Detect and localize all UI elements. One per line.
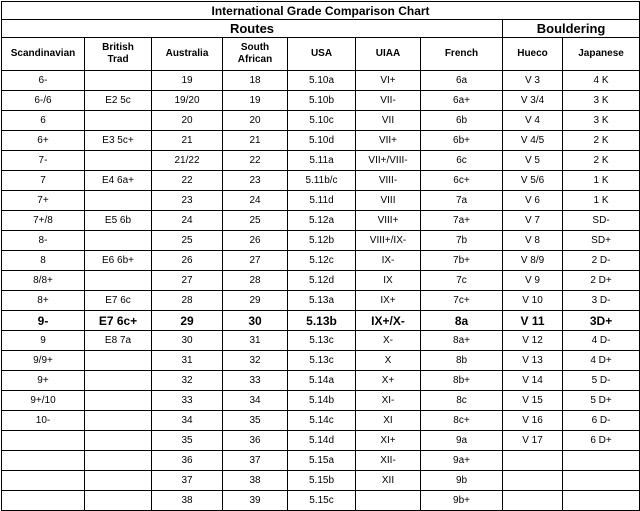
column-header-uiaa xyxy=(356,38,421,71)
grade-cell-uiaa: VII+/VIII- xyxy=(356,151,421,171)
grade-cell-hueco: V 10 xyxy=(503,291,563,311)
grade-cell-japanese xyxy=(563,451,640,471)
column-header-hueco xyxy=(503,38,563,71)
column-header-line1: British xyxy=(102,42,134,53)
grade-cell-australia: 26 xyxy=(152,251,223,271)
table-row xyxy=(2,411,640,431)
table-row xyxy=(2,391,640,411)
column-header-usa xyxy=(288,38,356,71)
grade-cell-british-trad xyxy=(85,111,152,131)
grade-cell-british-trad xyxy=(85,351,152,371)
grade-cell-south-african: 35 xyxy=(223,411,288,431)
grade-rows xyxy=(2,71,640,511)
grade-cell-french: 7a+ xyxy=(421,211,503,231)
grade-cell-japanese: SD- xyxy=(563,211,640,231)
grade-cell-scandinavian xyxy=(2,491,85,511)
grade-cell-uiaa: VIII xyxy=(356,191,421,211)
grade-cell-uiaa: X xyxy=(356,351,421,371)
grade-cell-uiaa: VII+ xyxy=(356,131,421,151)
grade-cell-japanese: 5 D+ xyxy=(563,391,640,411)
grade-cell-british-trad xyxy=(85,471,152,491)
grade-cell-usa: 5.10d xyxy=(288,131,356,151)
grade-cell-south-african: 27 xyxy=(223,251,288,271)
grade-cell-usa: 5.14a xyxy=(288,371,356,391)
chart-title: International Grade Comparison Chart xyxy=(2,2,640,20)
grade-cell-uiaa: IX+ xyxy=(356,291,421,311)
grade-cell-hueco: V 9 xyxy=(503,271,563,291)
grade-cell-south-african: 31 xyxy=(223,331,288,351)
grade-cell-british-trad: E6 6b+ xyxy=(85,251,152,271)
grade-cell-scandinavian: 9- xyxy=(2,311,85,331)
grade-cell-japanese: 6 D- xyxy=(563,411,640,431)
grade-cell-french: 8c+ xyxy=(421,411,503,431)
grade-cell-hueco xyxy=(503,471,563,491)
grade-cell-hueco: V 14 xyxy=(503,371,563,391)
grade-cell-french: 6c xyxy=(421,151,503,171)
grade-cell-scandinavian: 6-/6 xyxy=(2,91,85,111)
grade-cell-french: 6a+ xyxy=(421,91,503,111)
grade-cell-japanese xyxy=(563,491,640,511)
table-row xyxy=(2,151,640,171)
grade-cell-french: 9b xyxy=(421,471,503,491)
grade-cell-australia: 31 xyxy=(152,351,223,371)
grade-cell-uiaa: VIII+ xyxy=(356,211,421,231)
grade-cell-british-trad: E8 7a xyxy=(85,331,152,351)
column-header-japanese xyxy=(563,38,640,71)
grade-cell-australia: 35 xyxy=(152,431,223,451)
column-header-line1: Australia xyxy=(165,48,209,59)
grade-cell-south-african: 18 xyxy=(223,71,288,91)
grade-cell-uiaa: XI+ xyxy=(356,431,421,451)
grade-cell-south-african: 36 xyxy=(223,431,288,451)
column-header-row xyxy=(2,38,640,71)
grade-cell-south-african: 26 xyxy=(223,231,288,251)
grade-cell-hueco: V 8/9 xyxy=(503,251,563,271)
table-row xyxy=(2,451,640,471)
grade-cell-french: 8a+ xyxy=(421,331,503,351)
table-row xyxy=(2,311,640,331)
grade-cell-south-african: 24 xyxy=(223,191,288,211)
column-header-british-trad xyxy=(85,38,152,71)
grade-cell-usa: 5.12a xyxy=(288,211,356,231)
grade-cell-scandinavian: 8- xyxy=(2,231,85,251)
grade-cell-south-african: 25 xyxy=(223,211,288,231)
table-row xyxy=(2,491,640,511)
grade-cell-south-african: 38 xyxy=(223,471,288,491)
grade-cell-hueco: V 16 xyxy=(503,411,563,431)
grade-cell-french: 6b xyxy=(421,111,503,131)
grade-cell-south-african: 19 xyxy=(223,91,288,111)
grade-cell-scandinavian xyxy=(2,471,85,491)
grade-cell-hueco: V 12 xyxy=(503,331,563,351)
grade-cell-hueco: V 15 xyxy=(503,391,563,411)
grade-cell-japanese: 5 D- xyxy=(563,371,640,391)
table-row xyxy=(2,251,640,271)
grade-cell-australia: 37 xyxy=(152,471,223,491)
grade-cell-british-trad xyxy=(85,491,152,511)
grade-cell-usa: 5.14b xyxy=(288,391,356,411)
grade-cell-usa: 5.13c xyxy=(288,331,356,351)
grade-cell-south-african: 33 xyxy=(223,371,288,391)
table-row xyxy=(2,71,640,91)
grade-cell-hueco: V 5/6 xyxy=(503,171,563,191)
grade-cell-japanese xyxy=(563,471,640,491)
grade-cell-uiaa: IX- xyxy=(356,251,421,271)
grade-cell-australia: 30 xyxy=(152,331,223,351)
grade-cell-british-trad xyxy=(85,411,152,431)
grade-cell-japanese: 3 K xyxy=(563,91,640,111)
grade-cell-uiaa: XII- xyxy=(356,451,421,471)
column-header-scandinavian xyxy=(2,38,85,71)
grade-cell-south-african: 28 xyxy=(223,271,288,291)
grade-cell-hueco: V 13 xyxy=(503,351,563,371)
grade-cell-usa: 5.12b xyxy=(288,231,356,251)
grade-cell-south-african: 22 xyxy=(223,151,288,171)
grade-cell-scandinavian: 9+ xyxy=(2,371,85,391)
grade-cell-usa: 5.13c xyxy=(288,351,356,371)
grade-cell-japanese: 1 K xyxy=(563,171,640,191)
grade-cell-japanese: 2 K xyxy=(563,151,640,171)
grade-cell-australia: 32 xyxy=(152,371,223,391)
grade-cell-scandinavian: 6 xyxy=(2,111,85,131)
grade-cell-british-trad xyxy=(85,371,152,391)
grade-cell-australia: 28 xyxy=(152,291,223,311)
grade-cell-british-trad: E7 6c+ xyxy=(85,311,152,331)
grade-cell-british-trad: E2 5c xyxy=(85,91,152,111)
grade-cell-australia: 22 xyxy=(152,171,223,191)
grade-cell-hueco: V 3/4 xyxy=(503,91,563,111)
grade-cell-usa: 5.10b xyxy=(288,91,356,111)
grade-cell-french: 6c+ xyxy=(421,171,503,191)
grade-cell-british-trad: E4 6a+ xyxy=(85,171,152,191)
grade-cell-japanese: 3 D- xyxy=(563,291,640,311)
grade-cell-french: 7c xyxy=(421,271,503,291)
grade-cell-usa: 5.11a xyxy=(288,151,356,171)
column-header-line1: Japanese xyxy=(578,48,624,59)
grade-cell-french: 9a+ xyxy=(421,451,503,471)
grade-cell-french: 9a xyxy=(421,431,503,451)
grade-cell-australia: 27 xyxy=(152,271,223,291)
column-header-line2: African xyxy=(237,54,273,65)
grade-cell-uiaa: X- xyxy=(356,331,421,351)
grade-cell-uiaa: IX+/X- xyxy=(356,311,421,331)
grade-cell-japanese: SD+ xyxy=(563,231,640,251)
grade-cell-australia: 19 xyxy=(152,71,223,91)
grade-cell-british-trad xyxy=(85,231,152,251)
grade-cell-uiaa: VIII- xyxy=(356,171,421,191)
grade-cell-hueco: V 17 xyxy=(503,431,563,451)
column-header-line1: French xyxy=(444,48,479,59)
grade-cell-scandinavian: 7+/8 xyxy=(2,211,85,231)
grade-cell-uiaa: VII xyxy=(356,111,421,131)
grade-cell-australia: 36 xyxy=(152,451,223,471)
grade-cell-australia: 25 xyxy=(152,231,223,251)
grade-cell-british-trad xyxy=(85,71,152,91)
table-row xyxy=(2,471,640,491)
grade-cell-usa: 5.11b/c xyxy=(288,171,356,191)
grade-cell-australia: 19/20 xyxy=(152,91,223,111)
column-header-line1: South xyxy=(240,42,270,53)
grade-cell-japanese: 2 K xyxy=(563,131,640,151)
table-row xyxy=(2,351,640,371)
grade-cell-uiaa: XI xyxy=(356,411,421,431)
grade-cell-australia: 20 xyxy=(152,111,223,131)
grade-cell-british-trad xyxy=(85,191,152,211)
column-header-line1: Scandinavian xyxy=(10,48,76,59)
grade-cell-hueco: V 7 xyxy=(503,211,563,231)
table-row xyxy=(2,91,640,111)
grade-cell-japanese: 6 D+ xyxy=(563,431,640,451)
table-row xyxy=(2,331,640,351)
grade-cell-hueco: V 8 xyxy=(503,231,563,251)
grade-cell-scandinavian: 7+ xyxy=(2,191,85,211)
grade-cell-japanese: 2 D+ xyxy=(563,271,640,291)
grade-cell-south-african: 21 xyxy=(223,131,288,151)
grade-cell-british-trad xyxy=(85,431,152,451)
grade-cell-french: 7c+ xyxy=(421,291,503,311)
grade-cell-usa: 5.12d xyxy=(288,271,356,291)
bouldering-group-header: Bouldering xyxy=(503,20,640,38)
grade-cell-australia: 21 xyxy=(152,131,223,151)
table-row xyxy=(2,291,640,311)
grade-cell-scandinavian xyxy=(2,431,85,451)
grade-cell-uiaa: X+ xyxy=(356,371,421,391)
grade-cell-australia: 34 xyxy=(152,411,223,431)
grade-cell-uiaa xyxy=(356,491,421,511)
grade-cell-usa: 5.12c xyxy=(288,251,356,271)
grade-cell-french: 8a xyxy=(421,311,503,331)
grade-cell-scandinavian: 7- xyxy=(2,151,85,171)
grade-cell-french: 6a xyxy=(421,71,503,91)
grade-cell-british-trad xyxy=(85,271,152,291)
grade-cell-usa: 5.14c xyxy=(288,411,356,431)
grade-cell-australia: 24 xyxy=(152,211,223,231)
grade-comparison-table xyxy=(1,1,640,511)
grade-cell-south-african: 23 xyxy=(223,171,288,191)
column-header-south-african xyxy=(223,38,288,71)
table-row xyxy=(2,431,640,451)
column-header-australia xyxy=(152,38,223,71)
grade-cell-hueco: V 11 xyxy=(503,311,563,331)
grade-cell-british-trad xyxy=(85,151,152,171)
grade-cell-hueco xyxy=(503,451,563,471)
table-row xyxy=(2,111,640,131)
grade-cell-british-trad: E5 6b xyxy=(85,211,152,231)
grade-cell-hueco: V 3 xyxy=(503,71,563,91)
table-row xyxy=(2,171,640,191)
table-row xyxy=(2,271,640,291)
grade-cell-french: 8c xyxy=(421,391,503,411)
grade-cell-hueco: V 4/5 xyxy=(503,131,563,151)
grade-cell-scandinavian: 8/8+ xyxy=(2,271,85,291)
grade-cell-british-trad xyxy=(85,451,152,471)
grade-cell-british-trad: E7 6c xyxy=(85,291,152,311)
grade-cell-japanese: 4 D+ xyxy=(563,351,640,371)
grade-cell-usa: 5.15b xyxy=(288,471,356,491)
grade-cell-hueco xyxy=(503,491,563,511)
grade-cell-scandinavian: 6+ xyxy=(2,131,85,151)
grade-cell-japanese: 1 K xyxy=(563,191,640,211)
grade-cell-australia: 23 xyxy=(152,191,223,211)
grade-cell-british-trad xyxy=(85,391,152,411)
grade-cell-usa: 5.15a xyxy=(288,451,356,471)
grade-cell-south-african: 37 xyxy=(223,451,288,471)
grade-cell-usa: 5.15c xyxy=(288,491,356,511)
grade-cell-uiaa: XII xyxy=(356,471,421,491)
grade-cell-usa: 5.10c xyxy=(288,111,356,131)
grade-cell-japanese: 4 K xyxy=(563,71,640,91)
grade-cell-japanese: 3D+ xyxy=(563,311,640,331)
grade-cell-scandinavian xyxy=(2,451,85,471)
grade-cell-french: 9b+ xyxy=(421,491,503,511)
grade-cell-japanese: 3 K xyxy=(563,111,640,131)
grade-cell-south-african: 20 xyxy=(223,111,288,131)
grade-cell-scandinavian: 9 xyxy=(2,331,85,351)
table-row xyxy=(2,231,640,251)
grade-cell-french: 8b+ xyxy=(421,371,503,391)
grade-cell-usa: 5.11d xyxy=(288,191,356,211)
grade-cell-scandinavian: 9+/10 xyxy=(2,391,85,411)
grade-cell-french: 7b xyxy=(421,231,503,251)
table-row xyxy=(2,211,640,231)
grade-cell-south-african: 32 xyxy=(223,351,288,371)
table-row xyxy=(2,131,640,151)
column-header-line1: USA xyxy=(310,48,333,59)
grade-cell-french: 8b xyxy=(421,351,503,371)
table-row xyxy=(2,191,640,211)
grade-cell-scandinavian: 6- xyxy=(2,71,85,91)
grade-cell-usa: 5.10a xyxy=(288,71,356,91)
grade-cell-australia: 29 xyxy=(152,311,223,331)
grade-cell-french: 6b+ xyxy=(421,131,503,151)
grade-cell-hueco: V 5 xyxy=(503,151,563,171)
grade-cell-french: 7b+ xyxy=(421,251,503,271)
grade-cell-scandinavian: 8+ xyxy=(2,291,85,311)
column-header-line2: Trad xyxy=(107,54,129,65)
grade-cell-australia: 33 xyxy=(152,391,223,411)
table-row xyxy=(2,371,640,391)
column-header-line1: Hueco xyxy=(517,48,548,59)
grade-cell-uiaa: IX xyxy=(356,271,421,291)
grade-cell-british-trad: E3 5c+ xyxy=(85,131,152,151)
grade-cell-south-african: 29 xyxy=(223,291,288,311)
grade-cell-uiaa: VI+ xyxy=(356,71,421,91)
grade-cell-usa: 5.14d xyxy=(288,431,356,451)
grade-cell-uiaa: XI- xyxy=(356,391,421,411)
grade-cell-scandinavian: 10- xyxy=(2,411,85,431)
grade-cell-french: 7a xyxy=(421,191,503,211)
grade-cell-japanese: 2 D- xyxy=(563,251,640,271)
routes-group-header: Routes xyxy=(2,20,503,38)
grade-cell-uiaa: VIII+/IX- xyxy=(356,231,421,251)
grade-cell-uiaa: VII- xyxy=(356,91,421,111)
column-header-french xyxy=(421,38,503,71)
grade-cell-south-african: 30 xyxy=(223,311,288,331)
grade-cell-usa: 5.13a xyxy=(288,291,356,311)
grade-cell-scandinavian: 8 xyxy=(2,251,85,271)
grade-cell-south-african: 39 xyxy=(223,491,288,511)
column-header-line1: UIAA xyxy=(375,48,401,59)
grade-cell-hueco: V 4 xyxy=(503,111,563,131)
grade-cell-hueco: V 6 xyxy=(503,191,563,211)
grade-cell-japanese: 4 D- xyxy=(563,331,640,351)
grade-cell-australia: 38 xyxy=(152,491,223,511)
grade-cell-australia: 21/22 xyxy=(152,151,223,171)
grade-cell-scandinavian: 7 xyxy=(2,171,85,191)
grade-cell-usa: 5.13b xyxy=(288,311,356,331)
grade-cell-scandinavian: 9/9+ xyxy=(2,351,85,371)
grade-cell-south-african: 34 xyxy=(223,391,288,411)
